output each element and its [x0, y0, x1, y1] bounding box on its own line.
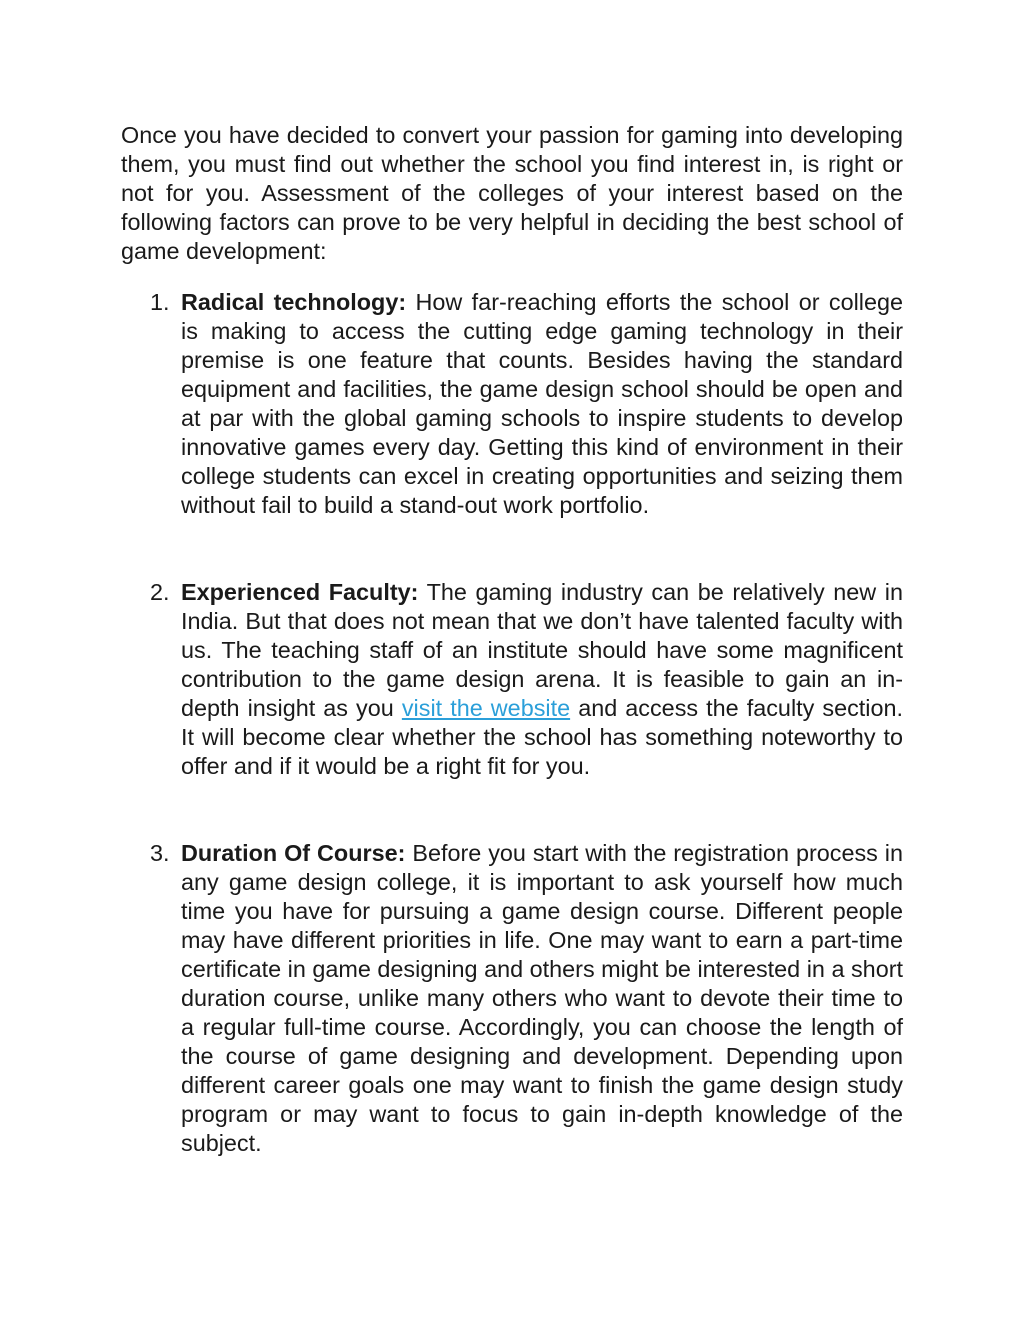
list-item-number: 2. — [150, 579, 170, 605]
list-item-body — [181, 839, 903, 1158]
list-item-radical-technology — [150, 288, 903, 520]
list-item-heading: Experienced Faculty: — [181, 579, 419, 605]
list-item-number: 1. — [150, 289, 170, 315]
list-item-heading: Duration Of Course: — [181, 840, 406, 866]
list-item-text: Before you start with the registration process in any game design college, it is important to ask yourself how much time you have for pursuing a game design course. Different people may have different priorities in life. One may want to earn a part-time certificate in game designing and others might be interested in a short duration course, unlike many others who want to devote their time to a regular full-time course. Accordingly, you can choose the length of the course of game designing and development. Depending upon different career goals one may want to finish the game design study program or may want to focus to gain in-depth knowledge of the subject. — [181, 840, 904, 1156]
list-item-text-continued: and access the faculty section. It will become clear whether the school has something noteworthy to offer and if it would be a right fit for you. — [181, 695, 904, 779]
list-item-duration-of-course — [150, 839, 903, 1158]
list-item-text: The gaming industry can be relatively new in India. But that does not mean that we don’t have talented faculty with us. The teaching staff of an institute should have some magnificent contribution to the game design arena. It is feasible to gain an in-depth insight as you — [181, 579, 904, 721]
list-item-number: 3. — [150, 840, 170, 866]
list-item-body — [181, 578, 903, 781]
list-item-text: How far-reaching efforts the school or college is making to access the cutting edge gaming technology in their premise is one feature that counts. Besides having the standard equipment and facilities, the game design school should be open and at par with the global gaming schools to inspire students to develop innovative games every day. Getting this kind of environment in their college students can excel in creating opportunities and seizing them without fail to build a stand-out work portfolio. — [181, 289, 903, 518]
visit-website-link[interactable]: visit the website — [401, 695, 571, 721]
list-item-body — [181, 288, 903, 520]
list-item-heading: Radical technology: — [181, 289, 407, 315]
list-item-experienced-faculty — [150, 578, 903, 781]
intro-paragraph: Once you have decided to convert your passion for gaming into developing them, you must find out whether the school you find interest in, is right or not for you. Assessment of the colleges of your interest based on the following factors can prove to be very helpful in deciding the best school of game development: — [121, 122, 903, 264]
